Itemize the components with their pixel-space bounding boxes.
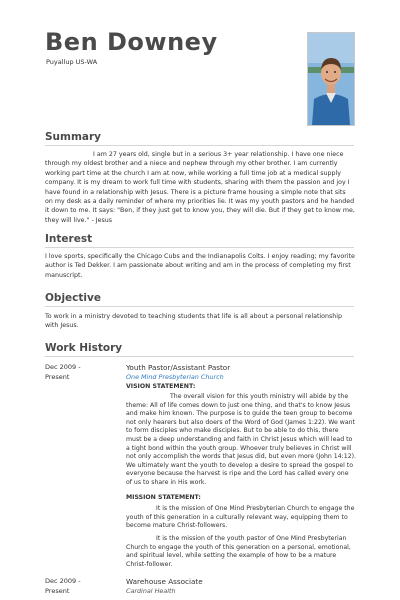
job-title: Warehouse Associate [126, 577, 203, 586]
objective-text: To work in a ministry devoted to teaching students that life is all about a personal relationship with Jesus. [45, 313, 343, 330]
interest-text: I love sports, specifically the Chicago Cubs and the Indianapolis Colts. I enjoy reading; my favorite author is Ted Dekker. I am passionate about writing and am in the process of completing my first manuscript. [45, 253, 355, 279]
section-title-summary: Summary [45, 131, 102, 143]
job-dates: Dec 2009 - Present [45, 363, 81, 381]
section-title-interest: Interest [45, 233, 93, 245]
vision-statement-label: VISION STATEMENT: [126, 383, 196, 390]
job-company: One Mind Presbyterian Church [126, 373, 224, 381]
candidate-name: Ben Downey [45, 28, 218, 56]
summary-text: I am 27 years old, single but in a serious 3+ year relationship. I have one niece through my oldest brother and a niece and nephew through my other brother. I am currently working part time at the church I am at now, while working a full time job at a medical supply company. It is my dream to work full time with students, sharing with them the passion and joy I have found in a relationship with Jesus. There is a picture frame housing a simple note that sits on my desk as a daily reminder of where my priorities lie. It was my youth pastors and he handed it down to me. It says: "Ben, if they just get to know you, they will die. But if they get to know me, they will live." - Jesus [45, 151, 355, 224]
job-title: Youth Pastor/Assistant Pastor [126, 363, 231, 372]
section-divider [45, 145, 354, 146]
vision-statement-text: The overall vision for this youth ministry will abide by the theme: All of life comes down to just one thing, and that's to know Jesus and make him known. The purpose is to guide the teen group to become not only hearers but also doers of the Word of God (James 1:22). We want to form disciples who make disciples. But to be able to do this, there must be a deep understanding and faith in Christ Jesus which will lead to a tight bond within the youth group. Whoever truly believes in Christ will not only accomplish the words that Jesus did, but even more (John 14:12). We ultimately want the youth to develop a desire to spread the gospel to everyone because the harvest is ripe and the Lord has called every one of us to share in His work. [126, 393, 357, 486]
profile-photo-icon [308, 33, 354, 125]
job-company: Cardinal Health [126, 587, 176, 595]
mission-statement-text: It is the mission of the youth pastor of One Mind Presbyterian Church to engage the youth of this generation on a personal, emotional, and spiritual level, while setting the example of how to be a mature Christ-follower. [126, 535, 351, 568]
job-dates: Dec 2009 - Present [45, 577, 81, 595]
section-divider [45, 247, 354, 248]
candidate-location: Puyallup US-WA [46, 58, 98, 66]
section-divider [45, 306, 354, 307]
section-divider [45, 356, 354, 357]
section-title-objective: Objective [45, 292, 101, 304]
mission-statement-label: MISSION STATEMENT: [126, 494, 201, 501]
profile-photo [307, 32, 355, 126]
section-title-work-history: Work History [45, 342, 123, 354]
mission-statement-text: It is the mission of One Mind Presbyterian Church to engage the youth of this generation in a culturally relevant way, equipping them to become mature Christ-followers. [126, 505, 355, 530]
